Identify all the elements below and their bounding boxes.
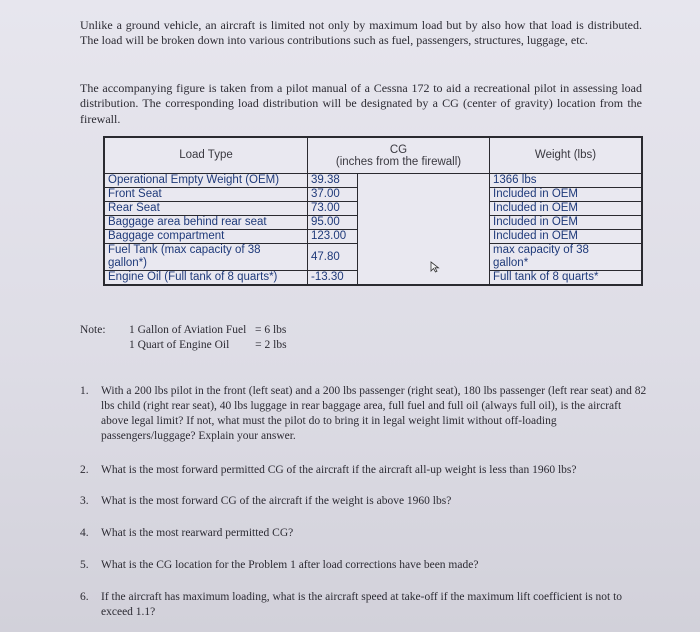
header-load-type: Load Type (104, 137, 308, 174)
question-text: What is the CG location for the Problem 1 after load corrections have been made? (101, 559, 479, 571)
load-type-line2: gallon*) (108, 257, 147, 269)
weight-cell: Included in OEM (490, 230, 643, 244)
note-fuel-conversion: 1 Gallon of Aviation Fuel = 6 lbs (129, 324, 287, 336)
question-text: What is the most forward CG of the aircraft if the weight is above 1960 lbs? (101, 495, 452, 507)
load-type-cell: Operational Empty Weight (OEM) (104, 174, 308, 188)
header-weight: Weight (lbs) (490, 137, 643, 174)
weight-cell: Included in OEM (490, 188, 643, 202)
load-type-cell: Baggage area behind rear seat (104, 216, 308, 230)
question-number: 3. (80, 495, 89, 507)
load-type-line1: Fuel Tank (max capacity of 38 (108, 244, 261, 256)
intro-paragraph: Unlike a ground vehicle, an aircraft is limited not only by maximum load but by also how that load is distributed. The load will be broken down into various contributions such as fuel, passengers, structures, luggage, etc. (80, 18, 642, 48)
table-row (104, 174, 642, 188)
weight-cell: 1366 lbs (490, 174, 643, 188)
header-cg (308, 137, 490, 174)
load-type-cell: Front Seat (104, 188, 308, 202)
weight-cell: Full tank of 8 quarts* (490, 271, 643, 286)
weight-cell: Included in OEM (490, 202, 643, 216)
question-number: 2. (80, 464, 89, 476)
load-distribution-table (103, 136, 643, 286)
question-number: 1. (80, 385, 89, 397)
header-cg-line2: (inches from the firewall) (335, 155, 462, 168)
question-number: 5. (80, 559, 89, 571)
cg-cell: 47.80 (308, 244, 358, 271)
note-oil-conversion: 1 Quart of Engine Oil = 2 lbs (129, 339, 287, 351)
figure-description-paragraph: The accompanying figure is taken from a pilot manual of a Cessna 172 to aid a recreational pilot in assessing load distribution. The corresponding load distribution will be designated by a CG (center of gravity) location from the firewall. (80, 81, 642, 126)
weight-cell (490, 244, 643, 271)
load-type-cell: Rear Seat (104, 202, 308, 216)
load-type-cell (104, 244, 308, 271)
weight-cell: Included in OEM (490, 216, 643, 230)
cg-cell: 123.00 (308, 230, 358, 244)
question-text: What is the most forward permitted CG of the aircraft if the aircraft all-up weight is less than 1960 lbs? (101, 464, 577, 476)
mouse-pointer-icon (430, 261, 440, 273)
question-text: What is the most rearward permitted CG? (101, 527, 294, 539)
question-text: If the aircraft has maximum loading, what is the aircraft speed at take-off if the maximum lift coefficient is not to exceed 1.1? (101, 591, 623, 618)
question-number: 6. (80, 591, 89, 603)
question-text: With a 200 lbs pilot in the front (left seat) and a 200 lbs passenger (right seat), 180 lbs passenger (left rear seat) and 82 lbs child (right rear seat), 40 lbs luggage in rear baggage area, full fuel and full oil (always full oil), is the aircraft above legal limit? If not, what must the pilot do to bring it in legal weight limit without off-loading passengers/luggage? Explain your answer. (101, 385, 647, 442)
question-number: 4. (80, 527, 89, 539)
load-type-cell: Engine Oil (Full tank of 8 quarts*) (104, 271, 308, 286)
load-type-cell: Baggage compartment (104, 230, 308, 244)
cg-cell: 95.00 (308, 216, 358, 230)
cg-cell: -13.30 (308, 271, 358, 286)
note-label: Note: (80, 324, 106, 336)
table-header-row (104, 137, 642, 174)
blank-column (358, 174, 490, 286)
cg-cell: 73.00 (308, 202, 358, 216)
weight-line2: gallon* (493, 257, 529, 269)
weight-line1: max capacity of 38 (493, 244, 589, 256)
cg-cell: 37.00 (308, 188, 358, 202)
cg-cell: 39.38 (308, 174, 358, 188)
header-cg-line1: CG (389, 143, 408, 156)
